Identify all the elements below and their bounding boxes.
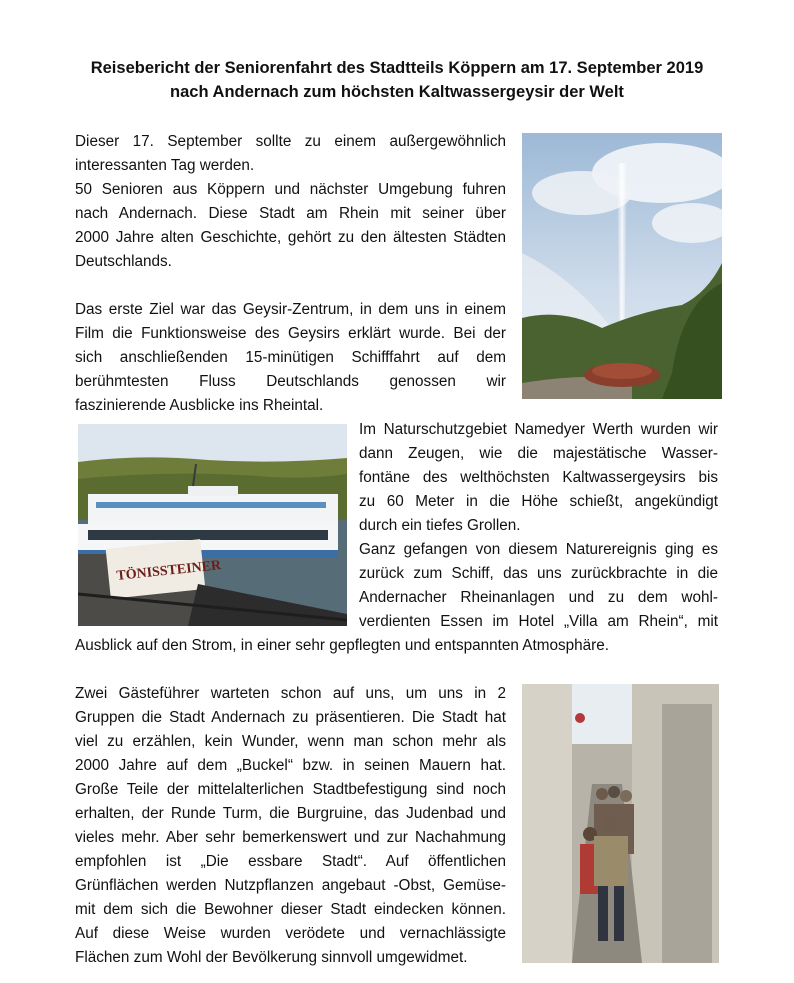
- title-line-1: Reisebericht der Seniorenfahrt des Stadtteils Köppern am 17. September 2019: [90, 59, 704, 77]
- title-line-2: nach Andernach zum höchsten Kaltwassergeysir der Welt: [170, 83, 624, 101]
- paragraph-3-line: zurück zum Schiff, das uns zurückbrachte in die: [359, 565, 718, 582]
- paragraph-1-line: 2000 Jahre alten Geschichte, gehört zu den ältesten Städten: [75, 229, 506, 246]
- paragraph-4-line: Gruppen die Stadt Andernach zu präsentieren. Die Stadt hat: [75, 709, 506, 726]
- paragraph-3-line: zu 60 Meter in die Höhe schießt, angekündigt: [359, 493, 718, 510]
- paragraph-3-line: fontäne des welthöchsten Kaltwassergeysirs bis: [359, 469, 718, 486]
- paragraph-3-line: Ganz gefangen von diesem Naturereignis ging es: [359, 541, 718, 558]
- paragraph-4-line: mit dem sich die Bewohner dieser Stadt eindecken können.: [75, 901, 506, 918]
- geyser-illustration: [522, 133, 722, 399]
- paragraph-1-line: interessanten Tag werden.: [75, 157, 255, 174]
- paragraph-1-line: nach Andernach. Diese Stadt am Rhein mit seiner über: [75, 205, 506, 222]
- paragraph-2-line: sich anschließenden 15-minütigen Schifffahrt auf dem: [75, 349, 506, 366]
- paragraph-3-line: Ausblick auf den Strom, in einer sehr gepflegten und entspannten Atmosphäre.: [75, 637, 610, 654]
- paragraph-4-line: Auf diese Weise wurden verödete und vernachlässigte: [75, 925, 506, 942]
- alley-photo: [522, 684, 719, 963]
- paragraph-4-line: Zwei Gästeführer warteten schon auf uns, um uns in 2: [75, 685, 506, 702]
- paragraph-4-line: Große Teile der mittelalterlichen Stadtbefestigung sind noch: [75, 781, 506, 798]
- paragraph-4-line: empfohlen ist „Die essbare Stadt“. Auf öffentlichen: [75, 853, 506, 870]
- paragraph-2-line: faszinierende Ausblicke ins Rheintal.: [75, 397, 324, 414]
- paragraph-3-line: verdienten Essen im Hotel „Villa am Rhein“, mit: [359, 613, 718, 630]
- ship-photo: [78, 424, 347, 626]
- paragraph-4-line: Grünflächen werden Nutzpflanzen angebaut -Obst, Gemüse-: [75, 877, 506, 894]
- page-title: [0, 56, 794, 104]
- paragraph-4-line: 2000 Jahre auf dem „Buckel“ bzw. in seinen Mauern hat.: [75, 757, 506, 774]
- paragraph-1-line: 50 Senioren aus Köppern und nächster Umgebung fuhren: [75, 181, 506, 198]
- paragraph-3-line: dann Zeugen, wie die majestätische Wasser-: [359, 445, 718, 462]
- paragraph-1-line: Deutschlands.: [75, 253, 172, 270]
- paragraph-4-line: erhalten, der Runde Turm, die Burgruine, das Judenbad und: [75, 805, 506, 822]
- paragraph-4-line: viel zu erzählen, kein Wunder, wenn man schon mehr als: [75, 733, 506, 750]
- alley-illustration: [522, 684, 719, 963]
- ship-sign-text: TÖNISSTEINER: [115, 558, 222, 585]
- paragraph-4-line: vieles mehr. Aber sehr bemerkenswert und zur Nachahmung: [75, 829, 506, 846]
- paragraph-2-line: berühmtesten Fluss Deutschlands genossen wir: [75, 373, 506, 390]
- ship-illustration: [78, 424, 347, 626]
- paragraph-3-line: Andernacher Rheinanlagen und zu dem wohl-: [359, 589, 718, 606]
- geyser-photo: [522, 133, 722, 399]
- paragraph-1-line: Dieser 17. September sollte zu einem außergewöhnlich: [75, 133, 506, 150]
- paragraph-2-line: Das erste Ziel war das Geysir-Zentrum, in dem uns in einem: [75, 301, 506, 318]
- paragraph-4-line: Flächen zum Wohl der Bevölkerung sinnvoll umgewidmet.: [75, 949, 468, 966]
- paragraph-3-line: durch ein tiefes Grollen.: [359, 517, 521, 534]
- paragraph-3-line: Im Naturschutzgebiet Namedyer Werth wurden wir: [359, 421, 718, 438]
- paragraph-2-line: Film die Funktionsweise des Geysirs erklärt wurde. Bei der: [75, 325, 506, 342]
